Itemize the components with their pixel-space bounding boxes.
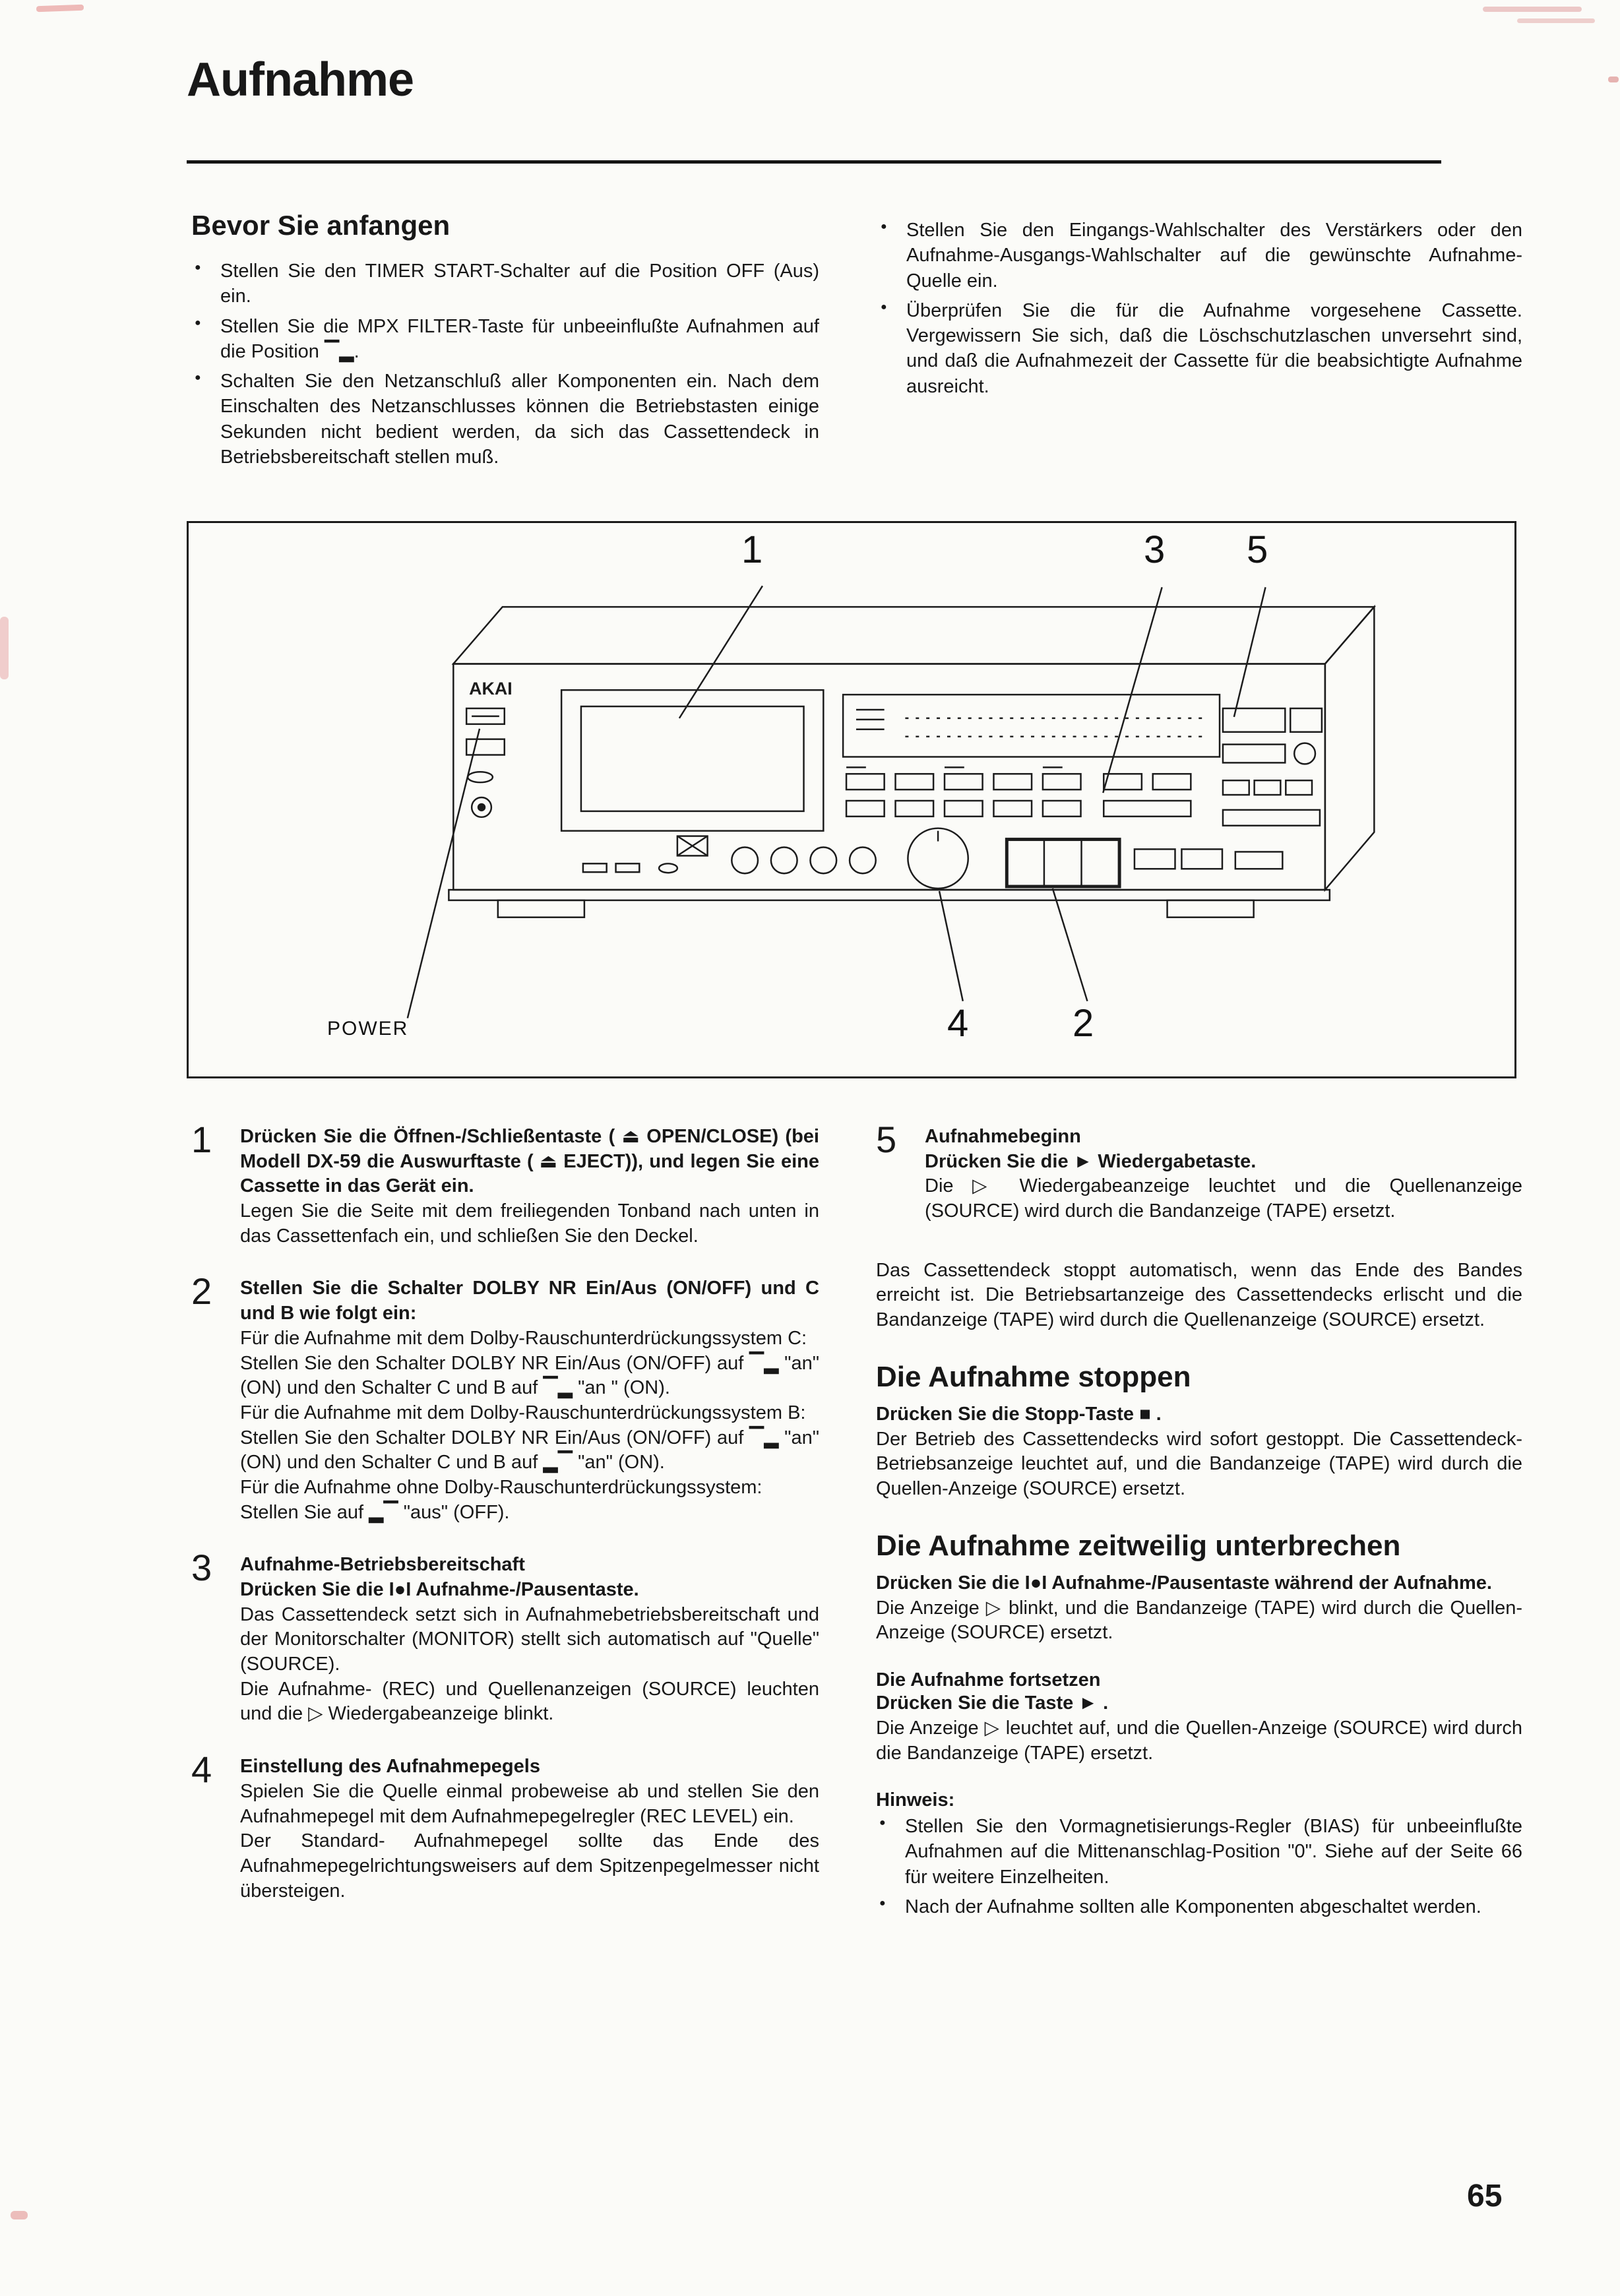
step-4-number: 4 — [191, 1749, 212, 1791]
step-2-text — [240, 1276, 819, 1525]
step-line: Drücken Sie die ► Wiedergabetaste. — [925, 1150, 1257, 1172]
step-5-number: 5 — [876, 1119, 897, 1160]
bullet-item: ● Schalten Sie den Netzanschluß aller Komponenten ein. Nach dem Einschalten des Netzanschlusses können die Betriebstasten einige Sekunden nicht bedient werden, da sich das Cassettendeck in Betriebsbereitschaft stellen muß. — [191, 369, 819, 470]
note-heading: Hinweis: — [876, 1789, 955, 1811]
cassette-deck-drawing — [189, 523, 1514, 1076]
step-line: Die Aufnahme- (REC) und Quellenanzeigen (SOURCE) leuchten und die ▷ Wiedergabeanzeige blinkt. — [240, 1678, 819, 1725]
bullet-item: ● Stellen Sie den Eingangs-Wahlschalter des Verstärkers oder den Aufnahme-Ausgangs-Wahlschalter auf die gewünschte Aufnahme-Quelle ein. — [877, 218, 1522, 294]
intro-heading: Bevor Sie anfangen — [191, 210, 451, 241]
scan-artifact — [1608, 77, 1619, 82]
bullet-item: ● Stellen Sie den Vormagnetisierungs-Regler (BIAS) für unbeeinflußte Aufnahmen auf die Mittenanschlag-Position "0". Siehe auf der Seite 66 für weitere Einzelheiten. — [876, 1814, 1522, 1890]
step-1-text — [240, 1125, 819, 1249]
callout-rec-pause: 2 — [1073, 1002, 1094, 1045]
step-line: Spielen Sie die Quelle einmal probeweise ab und stellen Sie den Aufnahmepegel mit dem Aufnahmepegelregler (REC LEVEL) ein. — [240, 1780, 819, 1827]
step-2 — [191, 1270, 819, 1525]
step-line: Stellen Sie auf ▂▔ "aus" (OFF). — [240, 1501, 510, 1523]
steps-section — [191, 1119, 1522, 1931]
step-line: Für die Aufnahme mit dem Dolby-Rauschunterdrückungssystem B: — [240, 1402, 806, 1423]
step-line: Der Standard- Aufnahmepegel sollte das Ende des Aufnahmepegelrichtungsweisers auf dem Spitzenpegelmesser nicht übersteigen. — [240, 1830, 819, 1902]
pause-section-heading: Die Aufnahme zeitweilig unterbrechen — [876, 1529, 1401, 1562]
step-line: Die ▷ Wiedergabeanzeige leuchtet und die Quellenanzeige (SOURCE) wird durch die Bandanzeige (TAPE) ersetzt. — [925, 1175, 1522, 1222]
step-heading: Aufnahmebeginn — [925, 1126, 1081, 1147]
title-rule — [187, 160, 1441, 164]
scan-artifact — [36, 5, 84, 13]
auto-stop-paragraph: Das Cassettendeck stoppt automatisch, wenn das Ende des Bandes erreicht ist. Die Betriebsartanzeige des Cassettendecks erlischt und die Bandanzeige (TAPE) wird durch die Quellenanzeige (SOURCE) ersetzt. — [876, 1259, 1522, 1331]
step-line: Stellen Sie den Schalter DOLBY NR Ein/Aus (ON/OFF) auf ▔▂ "an" (ON) und den Schalter C und B auf ▂▔ "an" (ON). — [240, 1427, 819, 1474]
step-5-text — [925, 1125, 1522, 1224]
deck-brand-logo: AKAI — [469, 679, 513, 699]
step-3-text — [240, 1553, 819, 1727]
step-heading: Aufnahme-Betriebsbereitschaft — [240, 1554, 525, 1576]
step-line: Das Cassettendeck setzt sich in Aufnahmebetriebsbereitschaft und der Monitorschalter (MONITOR) stellt sich automatisch auf "Quelle" (SOURCE). — [240, 1603, 819, 1675]
resume-action-line: Drücken Sie die Taste ► . — [876, 1692, 1109, 1714]
note-bullets — [876, 1814, 1522, 1919]
step-line: Für die Aufnahme mit dem Dolby-Rauschunterdrückungssystem C: — [240, 1327, 807, 1349]
step-1-number: 1 — [191, 1119, 212, 1160]
intro-section — [191, 210, 1522, 474]
page-title: Aufnahme — [187, 53, 414, 106]
step-line: Für die Aufnahme ohne Dolby-Rauschunterdrückungssystem: — [240, 1476, 763, 1498]
deck-diagram — [187, 521, 1516, 1078]
bullet-item: ● Stellen Sie den TIMER START-Schalter auf die Position OFF (Aus) ein. — [191, 259, 819, 309]
intro-right-column — [877, 210, 1522, 474]
scan-artifact — [11, 2211, 28, 2219]
stop-section-heading: Die Aufnahme stoppen — [876, 1360, 1191, 1393]
intro-left-column — [191, 210, 819, 474]
intro-left-bullets — [191, 259, 819, 470]
bullet-item: ● Nach der Aufnahme sollten alle Komponenten abgeschaltet werden. — [876, 1894, 1522, 1919]
scan-artifact — [1517, 18, 1595, 23]
steps-right-column — [876, 1119, 1522, 1931]
step-line: Stellen Sie die Schalter DOLBY NR Ein/Aus (ON/OFF) und C und B wie folgt ein: — [240, 1278, 819, 1324]
bullet-item: ● Überprüfen Sie die für die Aufnahme vorgesehene Cassette. Vergewissern Sie sich, daß die Löschschutzlaschen unversehrt sind, und daß die Aufnahmezeit der Cassette für die beabsichtigte Aufnahme ausreicht. — [877, 298, 1522, 399]
callout-rec-level: 4 — [947, 1002, 969, 1045]
callout-dolby: 3 — [1144, 528, 1166, 571]
step-5 — [876, 1119, 1522, 1224]
step-4-text — [240, 1754, 819, 1904]
callout-play: 5 — [1247, 528, 1268, 571]
step-line: Drücken Sie die I●I Aufnahme-/Pausentaste. — [240, 1579, 639, 1600]
step-4 — [191, 1749, 819, 1904]
step-3-number: 3 — [191, 1547, 212, 1589]
steps-left-column — [191, 1119, 819, 1931]
step-line: Stellen Sie den Schalter DOLBY NR Ein/Aus (ON/OFF) auf ▔▂ "an" (ON) und den Schalter C und B auf ▔▂ "an " (ON). — [240, 1352, 819, 1399]
pause-body: Die Anzeige ▷ blinkt, und die Bandanzeige (TAPE) wird durch die Quellen-Anzeige (SOURCE) ersetzt. — [876, 1597, 1522, 1644]
step-line: Legen Sie die Seite mit dem freiliegenden Tonband nach unten in das Cassettenfach ein, und schließen Sie den Deckel. — [240, 1200, 819, 1247]
stop-body: Der Betrieb des Cassettendecks wird sofort gestoppt. Die Cassettendeck-Betriebsanzeige leuchtet auf, und die Bandanzeige (TAPE) wird durch die Quellen-Anzeige (SOURCE) ersetzt. — [876, 1428, 1522, 1500]
pause-action-line: Drücken Sie die I●I Aufnahme-/Pausentaste während der Aufnahme. — [876, 1572, 1492, 1594]
intro-right-bullets — [877, 218, 1522, 399]
scan-artifact — [1483, 7, 1582, 12]
page-number: 65 — [1467, 2179, 1503, 2214]
callout-power-label: POWER — [327, 1018, 409, 1039]
step-line: Drücken Sie die Öffnen-/Schließentaste ( ⏏ OPEN/CLOSE) (bei Modell DX-59 die Auswurftaste ( ⏏ EJECT)), und legen Sie eine Cassette in das Gerät ein. — [240, 1126, 819, 1197]
callout-open-close: 1 — [741, 528, 763, 571]
step-heading: Einstellung des Aufnahmepegels — [240, 1756, 540, 1778]
stop-action-line: Drücken Sie die Stopp-Taste ■ . — [876, 1404, 1162, 1425]
scan-artifact — [0, 617, 9, 679]
step-2-number: 2 — [191, 1270, 212, 1313]
bullet-item: ● Stellen Sie die MPX FILTER-Taste für unbeeinflußte Aufnahmen auf die Position ▔▂. — [191, 314, 819, 365]
resume-body: Die Anzeige ▷ leuchtet auf, und die Quellen-Anzeige (SOURCE) wird durch die Bandanzeige (TAPE) ersetzt. — [876, 1717, 1522, 1764]
resume-section-heading: Die Aufnahme fortsetzen — [876, 1669, 1101, 1691]
step-1 — [191, 1119, 819, 1249]
step-3 — [191, 1547, 819, 1727]
